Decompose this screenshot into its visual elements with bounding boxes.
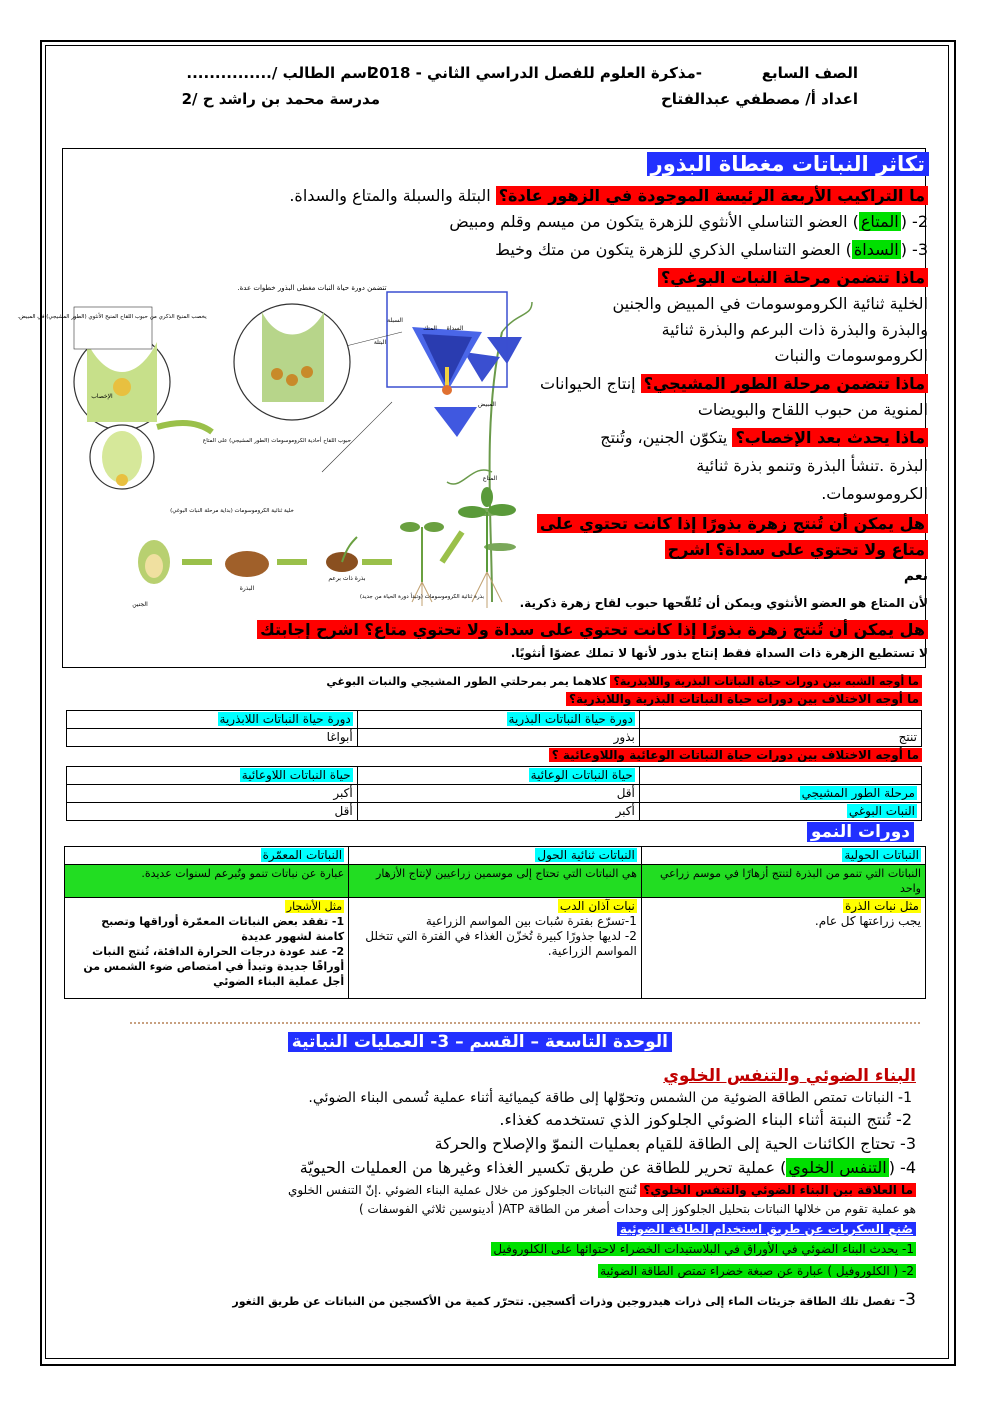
g-h0: النباتات الحولية bbox=[641, 847, 925, 865]
q-pistil-only-1: هل يمكن أن تُنتج زهرة بذورًا إذا كانت تحتوي على bbox=[537, 514, 928, 533]
life-cycle-diagram bbox=[17, 272, 540, 612]
sugar-step-1: 1- يحدث البناء الضوئي في الأوراق في البلاستيدات الخضراء لاحتوائها على الكلوروفيل bbox=[493, 1242, 914, 1256]
a-fertilization-2: الكروموسومات. bbox=[821, 484, 928, 503]
diagram-caption: تتضمن دورة حياة النبات مغطى البذور خطوات عدة. bbox=[237, 284, 387, 292]
g-h1: النباتات ثنائية الحول bbox=[349, 847, 642, 865]
label-pollen-note: يخصب المنيح الذكري من حبوب اللقاح المنيح الأنثوي (الطور المشيجي) في المبيض. bbox=[17, 314, 207, 320]
t2-h1: حياة النباتات الوعائية bbox=[357, 767, 639, 785]
t2-h0 bbox=[639, 767, 921, 785]
g-def0: النباتات التي تنمو من البذرة لتنتج أزهارًا في موسم زراعي واحد bbox=[641, 865, 925, 898]
label-bud-seed: بذرة ذات برعم bbox=[328, 575, 366, 582]
q-gametophyte: ماذا تتضمن مرحلة الطور المشيجي؟ إنتاج الحيوانات bbox=[540, 374, 928, 393]
a-pistil-only-reason: لأن المتاع هو العضو الأنثوي ويمكن أن تُلقّحها حبوب لقاح زهرة ذكرية. bbox=[519, 596, 928, 610]
g-ex0: مثل نبات الذرة يجب زراعتها كل عام. bbox=[641, 898, 925, 999]
q-relationship: ما العلاقة بين البناء الضوئي والتنفس الخلوي؟ تُنتج النباتات الجلوكوز من خلال عملية البناء الضوئي .إنّ التنفس الخلوي bbox=[288, 1183, 916, 1197]
label-diploid-seed: بذرة ثنائية الكروموسومات (وتبدأ دورة الحياة من جديد) bbox=[359, 594, 485, 600]
q-stamen-only: هل يمكن أن تُنتج زهرة بذورًا إذا كانت تحتوي على سداة ولا تحتوي متاع؟ اشرح إجابتك bbox=[257, 620, 928, 639]
label-petal: البتلة bbox=[373, 339, 387, 346]
unit-subtitle: البناء الضوئي والتنفس الخلوي bbox=[663, 1066, 916, 1086]
t1-h0 bbox=[639, 711, 921, 729]
a-sporophyte-3: الكروموسومات والنبات bbox=[774, 346, 928, 365]
a-gametophyte: المنوية من حبوب اللقاح والبويضات bbox=[697, 400, 928, 419]
q-diff-seed: ما أوجه الاختلاف بين دورات حياة النباتات البذرية واللابذرية؟ bbox=[566, 692, 922, 706]
a-relationship-2: هو عملية تقوم من خلالها النباتات بتحليل الجلوكوز إلى وحدات أصغر من الطاقة ATP( أدينوسين ثلاثي الفوسفات ) bbox=[358, 1202, 916, 1216]
prepared-by: اعداد أ/ مصطفي عبدالفتاح bbox=[661, 90, 858, 108]
pistil-definition: 2- (المتاع) العضو التناسلي الأنثوي للزهرة يتكون من ميسم وقلم ومبيض bbox=[449, 212, 928, 231]
t2-r1c0: النبات البوغي bbox=[639, 803, 921, 821]
unit-title: الوحدة التاسعة – القسم – 3- العمليات النباتية bbox=[288, 1032, 672, 1052]
q-diff-vascular: ما أوجه الاختلاف بين دورات حياة النباتات الوعائية واللاوعائية ؟ bbox=[549, 748, 922, 762]
q-four-structures: ما التراكيب الأربعة الرئيسة الموجودة في الزهور عادة؟ البتلة والسبلة والمتاع والسداة. bbox=[289, 186, 928, 205]
q-pistil-only-2: متاع ولا تحتوي على سداة؟ اشرح bbox=[665, 540, 928, 559]
divider-dots bbox=[130, 1022, 920, 1024]
a-stamen-only: لا تستطيع الزهرة ذات السداة فقط إنتاج بذور لأنها لا تملك عضوًا أنثويًا. bbox=[510, 646, 928, 660]
t2-r0c0: مرحلة الطور المشيجي bbox=[639, 785, 921, 803]
unit-p4: 4- (التنفس الخلوي) عملية تحرير للطاقة عن طريق تكسير الغذاء وغيرها من العمليات الحيويّة bbox=[299, 1158, 916, 1177]
section-title: تكاثر النباتات مغطاة البذور bbox=[647, 152, 929, 176]
t2-r0c2: أكبر bbox=[67, 785, 358, 803]
a-fertilization-1: البذرة .تنشأ البذرة وتنمو بذرة ثنائية bbox=[696, 456, 928, 475]
t1-h1: دورة حياة النباتات البذرية bbox=[357, 711, 639, 729]
a-sporophyte-2: والبذرة والبذرة ذات البرعم والبذرة ثنائية bbox=[661, 320, 928, 339]
table-vascular bbox=[66, 766, 922, 821]
t2-h2: حياة النباتات اللاوعائية bbox=[67, 767, 358, 785]
t2-r0c1: أقل bbox=[357, 785, 639, 803]
a-sporophyte-1: الخلية ثنائية الكروموسومات في المبيض والجنين bbox=[612, 294, 928, 313]
table-growth-cycles bbox=[64, 846, 926, 999]
student-name-field: اسم الطالب /............... bbox=[186, 64, 372, 82]
q-sporophyte: ماذا تتضمن مرحلة النبات البوغي؟ bbox=[658, 268, 928, 287]
subject-title: -مذكرة العلوم للفصل الدراسي الثاني - 2018 bbox=[368, 64, 702, 82]
g-def2: عبارة عن نباتات تنمو وتُبرعم لسنوات عديدة. bbox=[65, 865, 349, 898]
stamen-definition: 3- (السداة) العضو التناسلي الذكري للزهرة يتكون من متك وخيط bbox=[495, 240, 928, 259]
label-stamen: السداة bbox=[446, 325, 464, 332]
a-pistil-only-yes: نعم bbox=[903, 568, 928, 584]
label-diploid-cell: خلية ثنائية الكروموسومات (بداية مرحلة النبات البوغي) bbox=[170, 508, 294, 514]
t2-r1c2: أقل bbox=[67, 803, 358, 821]
g-ex1: نبات آذان الدب 1-تسرّع بفترة سُبات بين المواسم الزراعية 2- لديها جذورًا كبيرة تُخزّن الغذاء في الفترة التي تتخلل المواسم الزراعية. bbox=[349, 898, 642, 999]
t1-r0c2: أبواغا bbox=[67, 729, 358, 747]
t1-r0c0: تنتج bbox=[639, 729, 921, 747]
label-pollen: حبوب اللقاح أحادية الكروموسومات (الطور المشيجي) على المتاع bbox=[202, 438, 352, 444]
q-sugar: صُنع السكريات عن طريق استخدام الطاقة الضوئية bbox=[617, 1222, 916, 1236]
q-fertilization: ماذا يحدث بعد الإخصاب؟ يتكوّن الجنين، وتُنتج bbox=[600, 428, 928, 447]
g-h2: النباتات المعمّرة bbox=[65, 847, 349, 865]
school-name: مدرسة محمد بن راشد ح /2 bbox=[181, 90, 380, 108]
unit-p1: 1- النباتات تمتص الطاقة الضوئية من الشمس وتحوّلها إلى طاقة كيميائية أثناء عملية تُسمى البناء الضوئي. bbox=[308, 1090, 912, 1106]
label-embryo: الجنين bbox=[132, 601, 148, 608]
t2-r1c1: أكبر bbox=[357, 803, 639, 821]
label-ovary: المبيض bbox=[478, 401, 496, 408]
grade-label: الصف السابع bbox=[761, 64, 858, 82]
t1-r0c1: بذور bbox=[357, 729, 639, 747]
unit-p2: 2- تُنتج النبتة أثناء البناء الضوئي الجلوكوز الذي تستخدمه كغذاء. bbox=[499, 1110, 912, 1129]
q-similarities: ما أوجه الشبه بين دورات حياة النباتات البذرية واللابذرية؟ كلاهما يمر بمرحلتي الطور المشيجي والنبات البوغي bbox=[326, 675, 922, 688]
growth-title: دورات النمو bbox=[807, 822, 914, 842]
label-sepal: السبلة bbox=[387, 317, 403, 324]
g-def1: هي النباتات التي تحتاج إلى موسمين زراعيين لإنتاج الأزهار bbox=[349, 865, 642, 898]
label-fertilization: الإخصاب bbox=[91, 393, 113, 400]
t1-h2: دورة حياة النباتات اللابذرية bbox=[67, 711, 358, 729]
table-seed-seedless bbox=[66, 710, 922, 747]
unit-p3: 3- تحتاج الكائنات الحية إلى الطاقة للقيام بعمليات النموّ والإصلاح والحركة bbox=[434, 1134, 916, 1153]
label-anther: المتك bbox=[423, 325, 437, 332]
sugar-step-3: 3- تفصل تلك الطاقة جزيئات الماء إلى ذرات هيدروجين وذرات أكسجين. تتحرّر كمية من الأكسجين من النباتات عن طريق الثغور bbox=[232, 1290, 916, 1310]
g-ex2: مثل الأشجار 1- تفقد بعض النباتات المعمّرة أوراقها وتصبح كامنة لشهور عديدة 2- عند عودة درجات الحرارة الدافئة، تُنتج النبات أوراقًا جديدة وتبدأ في امتصاص ضوء الشمس من أجل عملية البناء الضوئي bbox=[65, 898, 349, 999]
label-seed: البذرة bbox=[239, 585, 255, 592]
label-pistil: المتاع bbox=[482, 475, 498, 482]
sugar-step-2: 2- ( الكلوروفيل ) عبارة عن صبغة خضراء تمتص الطاقة الضوئية bbox=[600, 1264, 914, 1278]
life-cycle-illustration bbox=[17, 272, 540, 612]
